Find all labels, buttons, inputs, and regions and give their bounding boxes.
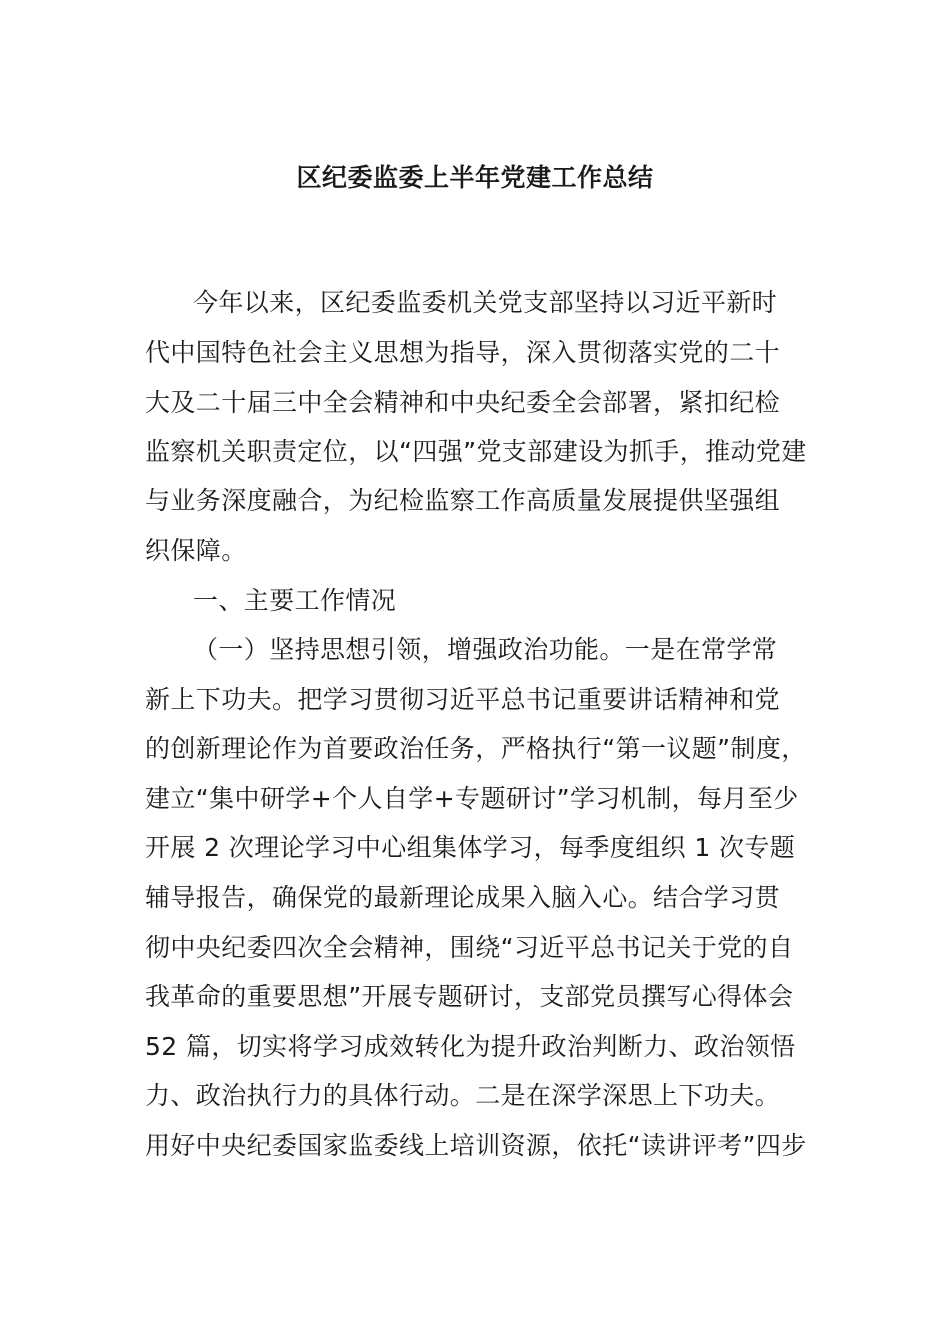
paragraph-line: 用好中央纪委国家监委线上培训资源，依托“读讲评考”四步 [145,1131,807,1160]
paragraph-line: 力、政治执行力的具体行动。二是在深学深思上下功夫。 [145,1081,781,1110]
paragraph-line: 织保障。 [145,536,247,565]
paragraph-line: 大及二十届三中全会精神和中央纪委全会部署，紧扣纪检 [145,388,781,417]
paragraph-line: 新上下功夫。把学习贯彻习近平总书记重要讲话精神和党 [145,685,781,714]
paragraph-line: 辅导报告，确保党的最新理论成果入脑入心。结合学习贯 [145,883,781,912]
paragraph-line: 开展 2 次理论学习中心组集体学习，每季度组织 1 次专题 [145,833,796,862]
document-title: 区纪委监委上半年党建工作总结 [296,163,654,192]
paragraph-line: 监察机关职责定位，以“四强”党支部建设为抓手，推动党建 [145,437,807,466]
paragraph-line: （一）坚持思想引领，增强政治功能。一是在常学常 [193,635,778,664]
section-heading: 一、主要工作情况 [193,586,397,615]
paragraph-line: 我革命的重要思想”开展专题研讨，支部党员撰写心得体会 [145,982,794,1011]
paragraph-line: 52 篇，切实将学习成效转化为提升政治判断力、政治领悟 [145,1032,796,1061]
paragraph-line: 彻中央纪委四次全会精神，围绕“习近平总书记关于党的自 [145,933,794,962]
paragraph-line: 与业务深度融合，为纪检监察工作高质量发展提供坚强组 [145,486,781,515]
paragraph-line: 的创新理论作为首要政治任务，严格执行“第一议题”制度， [145,734,807,763]
paragraph-line: 建立“集中研学+个人自学+专题研讨”学习机制，每月至少 [145,784,799,813]
paragraph-line: 今年以来，区纪委监委机关党支部坚持以习近平新时 [193,288,778,317]
paragraph-line: 代中国特色社会主义思想为指导，深入贯彻落实党的二十 [145,338,781,367]
